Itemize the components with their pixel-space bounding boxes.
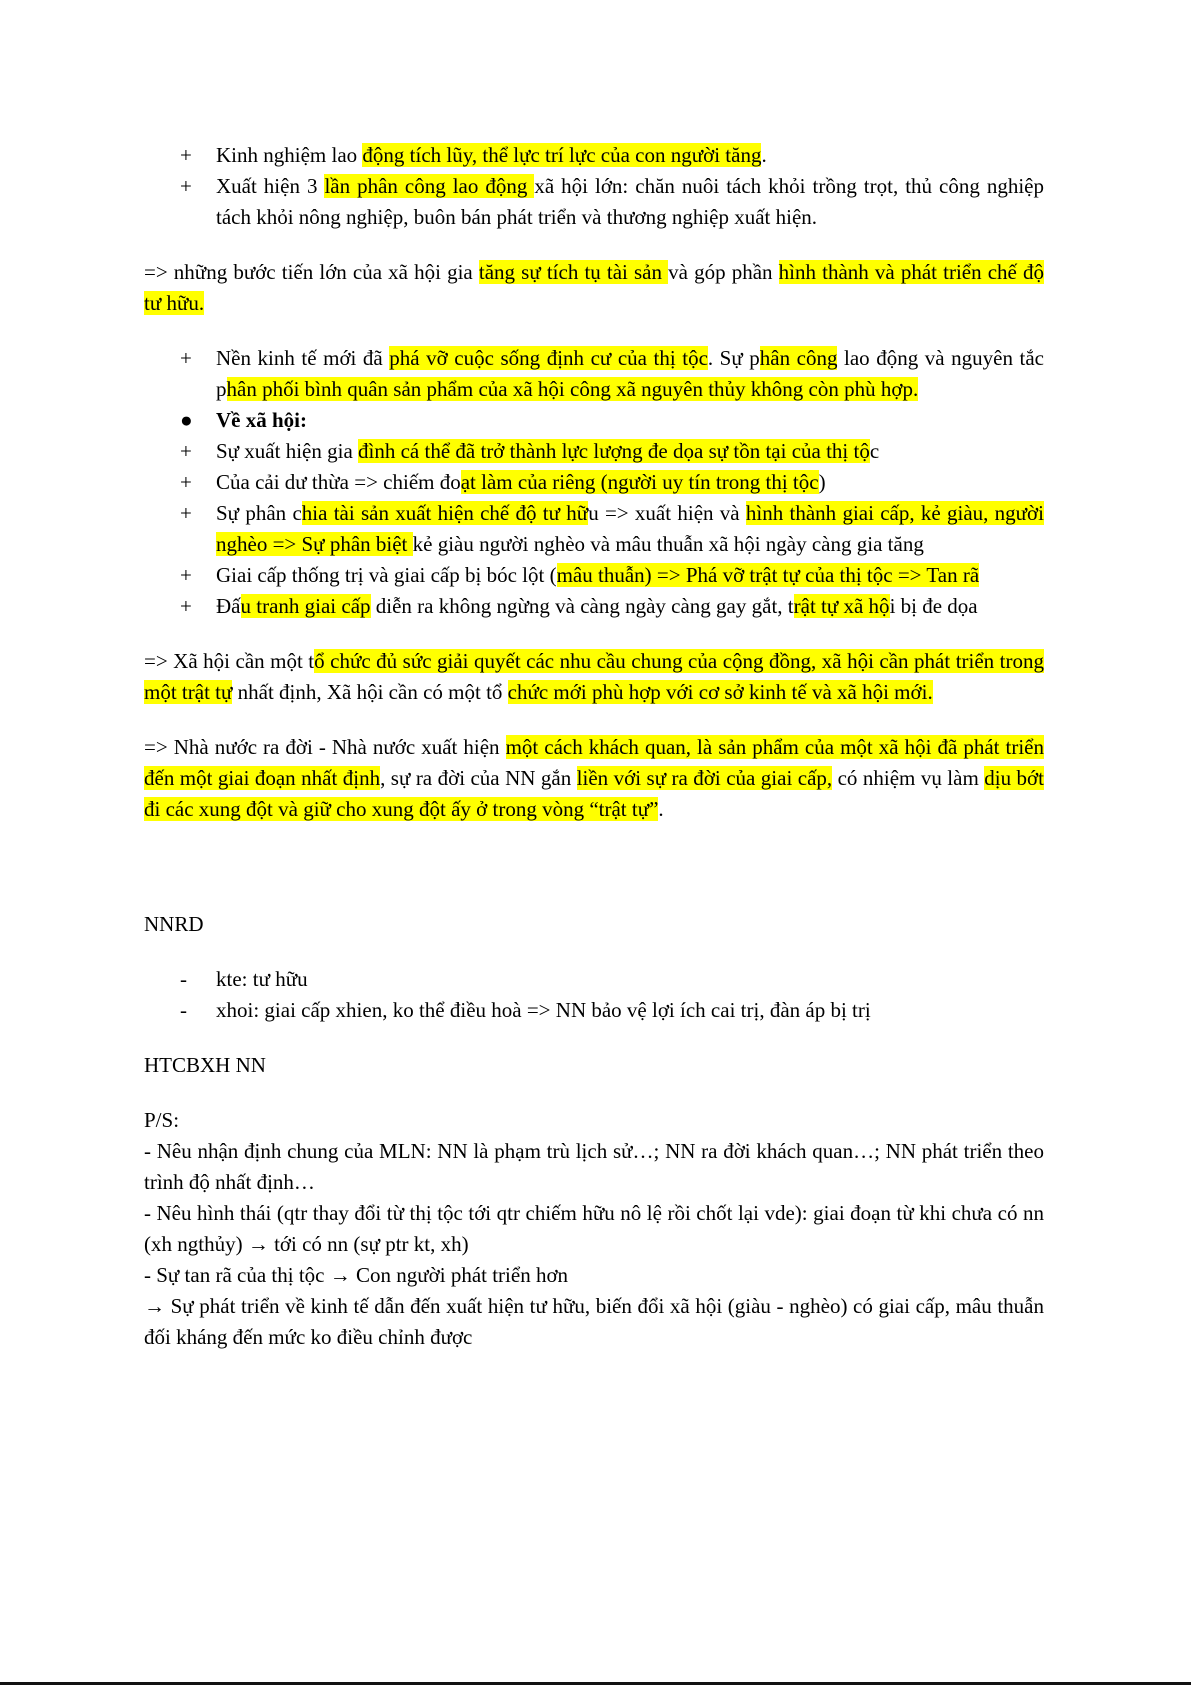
highlighted-text: hân phối bình quân sản phẩm của xã hội công xã nguyên thủy không còn phù hợp. [226, 377, 919, 401]
highlighted-text: liền với sự ra đời của giai cấp, [576, 766, 833, 790]
paragraph-gap [144, 1026, 1044, 1050]
text-run: , sự ra đời của NN gắn [380, 766, 577, 790]
text-run: P/S: [144, 1108, 180, 1132]
dash-bullet-icon: - [180, 998, 187, 1022]
paragraph [144, 732, 1044, 825]
paragraph [144, 909, 1044, 940]
highlighted-text: dịu bớt đi các xung đột và giữ cho xung đột ấy ở trong vòng “trật tự” [144, 766, 1044, 821]
text-run: Nền kinh tế mới đã [216, 346, 390, 370]
text-run: => Xã hội cần một t [144, 649, 315, 673]
paragraph [144, 646, 1044, 708]
paragraph-gap [144, 622, 1044, 646]
highlighted-text: u tranh giai cấp [240, 594, 371, 618]
text-run: => những bước tiến lớn của xã hội gia [144, 260, 479, 284]
list-item [144, 343, 1044, 405]
text-run: Sự phân c [216, 501, 302, 525]
highlighted-text: một cách khách quan, là sản phẩm của một xã hội đã phát triển đến một giai đoạn nhất định [144, 735, 1044, 790]
text-run: HTCBXH NN [144, 1053, 266, 1077]
highlighted-text: ổ chức đủ sức giải quyết các nhu cầu chung của cộng đồng, xã hội cần phát triển trong một trật tự [144, 649, 1044, 704]
text-run: NNRD [144, 912, 204, 936]
highlighted-text: hia tài sản xuất hiện chế độ tư hữ [301, 501, 589, 525]
text-run: Kinh nghiệm lao [216, 143, 363, 167]
list-item [144, 560, 1044, 591]
text-run: kte: tư hữu [216, 967, 308, 991]
highlighted-text: hân công [759, 346, 838, 370]
text-run: u => xuất hiện và [588, 501, 746, 525]
section-gap [144, 825, 1044, 909]
list-item [144, 591, 1044, 622]
bold-text: Về xã hội: [216, 408, 307, 432]
text-run: Của cải dư thừa => chiếm đo [216, 470, 461, 494]
list-item [144, 171, 1044, 233]
highlighted-text: rật tự xã hộ [793, 594, 890, 618]
highlighted-text: tăng sự tích tụ tài sản [478, 260, 669, 284]
highlighted-text: hình thành và phát triển chế độ tư hữu. [144, 260, 1044, 315]
plus-bullet-icon: + [180, 501, 192, 525]
paragraph-gap [144, 708, 1044, 732]
plus-bullet-icon: + [180, 563, 192, 587]
text-run: có nhiệm vụ làm [832, 766, 985, 790]
highlighted-text: mâu thuẫn) => Phá vỡ trật tự của thị tộc => Tan rã [556, 563, 980, 587]
text-run: diễn ra không ngừng và càng ngày càng gay gắt, t [370, 594, 794, 618]
paragraph [144, 1198, 1044, 1260]
paragraph-gap [144, 1081, 1044, 1105]
plus-bullet-icon: + [180, 143, 192, 167]
list-item [144, 964, 1044, 995]
dot-bullet-icon: ● [180, 408, 193, 432]
plus-bullet-icon: + [180, 470, 192, 494]
text-run: - Nêu hình thái (qtr thay đổi từ thị tộc tới qtr chiếm hữu nô lệ rồi chốt lại vde): giai đoạn từ khi chưa có nn (xh ngthủy) → tới có nn (sự ptr kt, xh) [144, 1201, 1044, 1256]
text-run: và góp phần [668, 260, 779, 284]
highlighted-text: hình thành giai cấp, kẻ giàu, người nghèo => Sự phân biệt [216, 501, 1044, 556]
text-run: . [658, 797, 664, 821]
paragraph-gap [144, 940, 1044, 964]
highlighted-text: đình cá thể đã trở thành lực lượng đe dọa sự tồn tại của thị tộ [358, 439, 870, 463]
paragraph [144, 1260, 1044, 1291]
text-run: - Nêu nhận định chung của MLN: NN là phạm trù lịch sử…; NN ra đời khách quan…; NN phát triển theo trình độ nhất định… [144, 1139, 1044, 1194]
highlighted-text: chức mới phù hợp với cơ sở kinh tế và xã hội mới. [507, 680, 933, 704]
paragraph [144, 1136, 1044, 1198]
highlighted-text: lần phân công lao động [324, 174, 535, 198]
text-run: - Sự tan rã của thị tộc → Con người phát triển hơn [144, 1263, 569, 1287]
plus-bullet-icon: + [180, 346, 192, 370]
plus-bullet-icon: + [180, 439, 192, 463]
bullet-heading [144, 405, 1044, 436]
text-run: Sự xuất hiện gia [216, 439, 359, 463]
paragraph [144, 1291, 1044, 1353]
highlighted-text: phá vỡ cuộc sống định cư của thị tộc [389, 346, 708, 370]
text-run: nhất định, Xã hội cần có một tổ [232, 680, 508, 704]
document-page [144, 140, 1044, 1353]
highlighted-text: động tích lũy, thể lực trí lực của con người tăng [362, 143, 762, 167]
text-run: Đấ [216, 594, 241, 618]
text-run: => Nhà nước ra đời - Nhà nước xuất hiện [144, 735, 506, 759]
text-run: xhoi: giai cấp xhien, ko thể điều hoà => NN bảo vệ lợi ích cai trị, đàn áp bị trị [216, 998, 871, 1022]
highlighted-text: ạt làm của riêng (người uy tín trong thị tộc [460, 470, 819, 494]
paragraph [144, 1105, 1044, 1136]
list-item [144, 498, 1044, 560]
text-run: . Sự p [707, 346, 760, 370]
list-item [144, 467, 1044, 498]
text-run: lao động và nguyên tắc p [216, 346, 1044, 401]
text-run: c [869, 439, 880, 463]
plus-bullet-icon: + [180, 594, 192, 618]
text-run: kẻ giàu người nghèo và mâu thuẫn xã hội ngày càng gia tăng [412, 532, 924, 556]
text-run: i bị đe dọa [889, 594, 978, 618]
list-item [144, 995, 1044, 1026]
text-run: Giai cấp thống trị và giai cấp bị bóc lột ( [216, 563, 557, 587]
plus-bullet-icon: + [180, 174, 192, 198]
paragraph [144, 257, 1044, 319]
paragraph [144, 1050, 1044, 1081]
text-run: → Sự phát triển về kinh tế dẫn đến xuất hiện tư hữu, biến đổi xã hội (giàu - nghèo) có giai cấp, mâu thuẫn đối kháng đến mức ko điều chỉnh được [144, 1294, 1044, 1349]
text-run: Xuất hiện 3 [216, 174, 325, 198]
text-run: ) [818, 470, 826, 494]
text-run: xã hội lớn: chăn nuôi tách khỏi trồng trọt, thủ công nghiệp tách khỏi nông nghiệp, buôn bán phát triển và thương nghiệp xuất hiện. [216, 174, 1044, 229]
list-item [144, 436, 1044, 467]
text-run: . [761, 143, 767, 167]
paragraph-gap [144, 233, 1044, 257]
list-item [144, 140, 1044, 171]
paragraph-gap [144, 319, 1044, 343]
dash-bullet-icon: - [180, 967, 187, 991]
